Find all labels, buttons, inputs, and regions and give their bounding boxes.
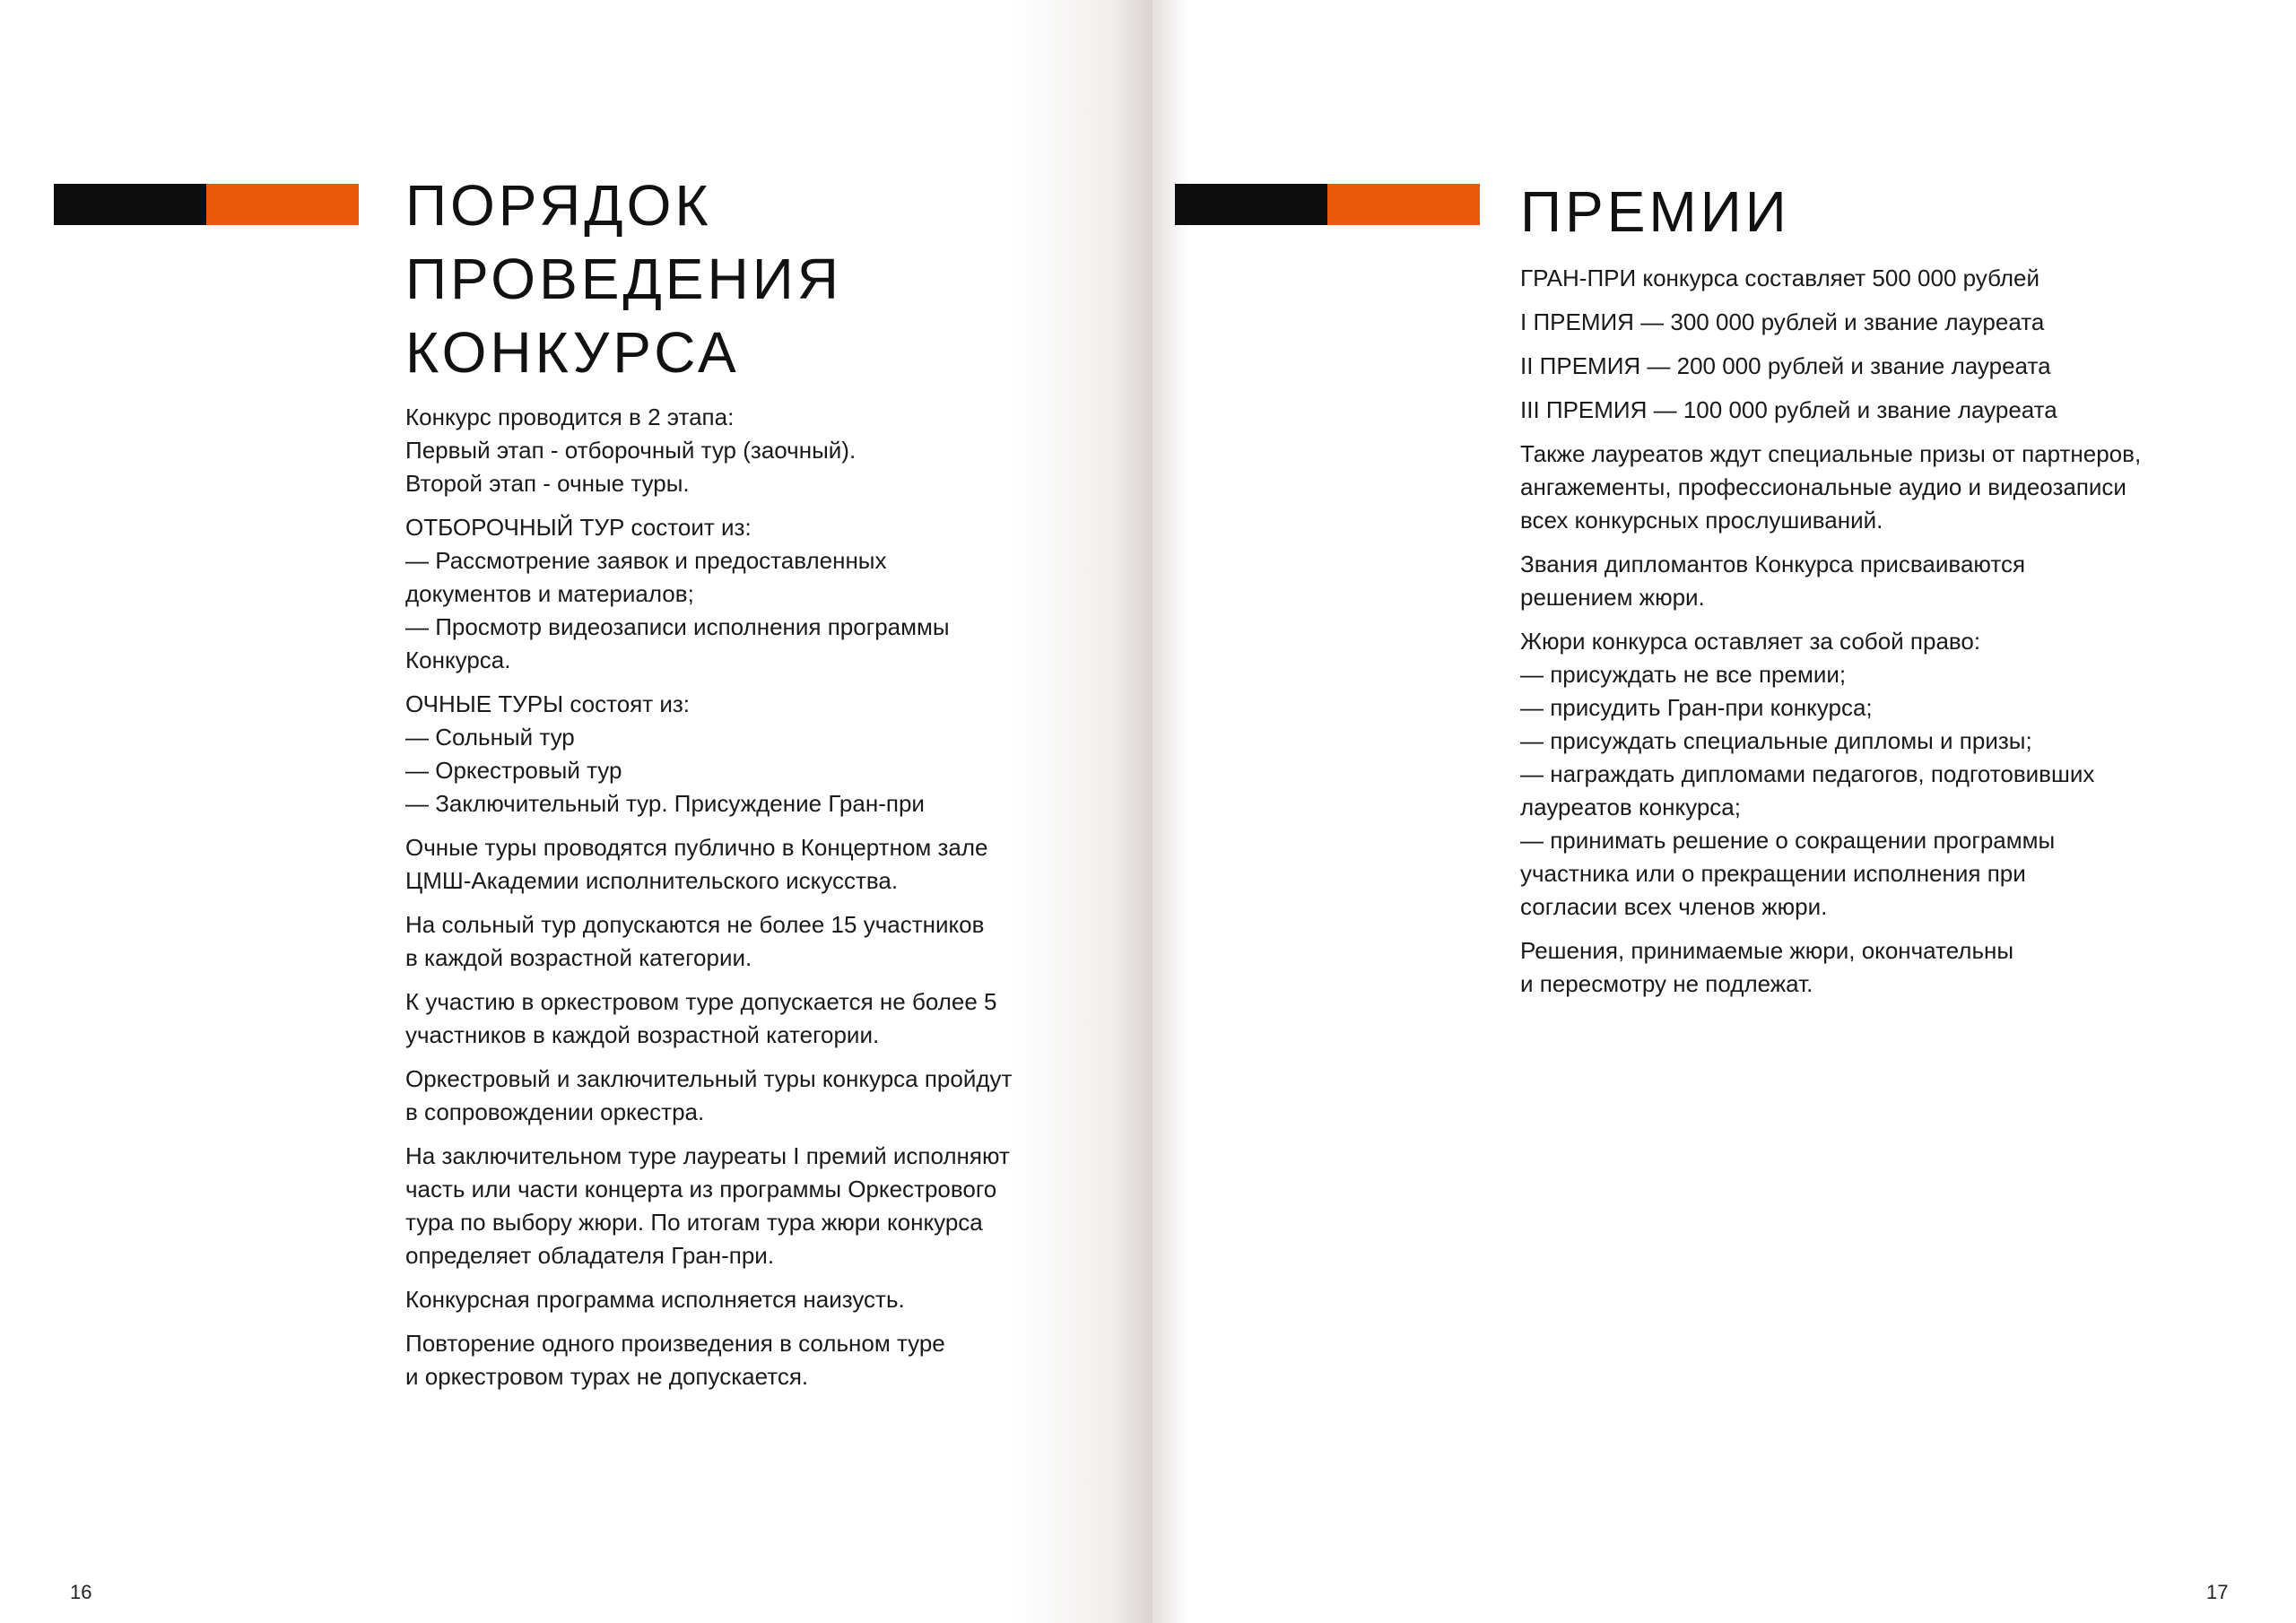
text-line: часть или части концерта из программы Оркестрового — [405, 1176, 997, 1202]
text-line: — присудить Гран-при конкурса; — [1520, 694, 1873, 721]
text-line: ЦМШ-Академии исполнительского искусства. — [405, 867, 899, 894]
body-text — [405, 401, 1087, 1404]
accent-orange-block — [1327, 184, 1480, 225]
accent-bar — [1175, 184, 1480, 225]
right-page — [1152, 0, 2296, 1623]
text-line: I ПРЕМИЯ — 300 000 рублей и звание лауреата — [1520, 308, 2045, 335]
text-line: всех конкурсных прослушиваний. — [1520, 507, 1883, 534]
text-line: Конкурса. — [405, 647, 511, 673]
text-line: Также лауреатов ждут специальные призы от партнеров, — [1520, 440, 2142, 467]
heading-line: ПРЕМИИ — [1520, 179, 1790, 244]
paragraph — [1520, 548, 2220, 614]
text-line: Решения, принимаемые жюри, окончательны — [1520, 937, 2014, 964]
paragraph — [1520, 438, 2220, 537]
text-line: — Рассмотрение заявок и предоставленных — [405, 547, 887, 574]
accent-black-block — [54, 184, 206, 225]
text-line: — Оркестровый тур — [405, 757, 622, 784]
page-number: 17 — [2206, 1581, 2229, 1603]
paragraph — [405, 688, 1087, 820]
text-line: ГРАН-ПРИ конкурса составляет 500 000 рублей — [1520, 265, 2039, 291]
text-line: Оркестровый и заключительный туры конкурса пройдут — [405, 1065, 1013, 1092]
text-line: ОЧНЫЕ ТУРЫ состоят из: — [405, 690, 691, 717]
paragraph — [1520, 934, 2220, 1001]
heading-line: ПРОВЕДЕНИЯ — [405, 247, 842, 311]
accent-orange-block — [206, 184, 359, 225]
text-line: в каждой возрастной категории. — [405, 944, 752, 971]
paragraph — [405, 1063, 1087, 1129]
text-line: участников в каждой возрастной категории. — [405, 1021, 880, 1048]
paragraph — [405, 511, 1087, 677]
text-line: — Заключительный тур. Присуждение Гран-при — [405, 790, 925, 817]
text-line: ангажементы, профессиональные аудио и видеозаписи — [1520, 473, 2126, 500]
text-line: Повторение одного произведения в сольном туре — [405, 1330, 945, 1357]
paragraph — [405, 831, 1087, 898]
paragraph — [1520, 262, 2220, 295]
text-line: согласии всех членов жюри. — [1520, 893, 1828, 920]
text-line: II ПРЕМИЯ — 200 000 рублей и звание лауреата — [1520, 352, 2051, 379]
section-heading — [405, 169, 1033, 389]
paragraph — [405, 1140, 1087, 1272]
text-line: — присуждать не все премии; — [1520, 661, 1847, 688]
paragraph — [405, 1327, 1087, 1393]
page-number: 16 — [70, 1581, 92, 1603]
accent-black-block — [1175, 184, 1327, 225]
text-line: и пересмотру не подлежат. — [1520, 970, 1813, 997]
text-line: — Сольный тур — [405, 724, 575, 751]
text-line: определяет обладателя Гран-при. — [405, 1242, 775, 1269]
text-line: Жюри конкурса оставляет за собой право: — [1520, 628, 1981, 655]
text-line: Звания дипломантов Конкурса присваиваются — [1520, 551, 2026, 577]
text-line: решением жюри. — [1520, 584, 1705, 611]
text-line: и оркестровом турах не допускается. — [405, 1363, 809, 1390]
accent-bar — [54, 184, 359, 225]
text-line: — принимать решение о сокращении программы — [1520, 827, 2056, 854]
text-line: в сопровождении оркестра. — [405, 1098, 705, 1125]
text-line: участника или о прекращении исполнения при — [1520, 860, 2026, 887]
text-line: Очные туры проводятся публично в Концертном зале — [405, 834, 988, 861]
section-heading — [1520, 175, 2148, 248]
text-line: документов и материалов; — [405, 580, 694, 607]
text-line: Конкурс проводится в 2 этапа: — [405, 404, 735, 430]
paragraph — [1520, 350, 2220, 383]
text-line: На заключительном туре лауреаты I премий исполняют — [405, 1142, 1010, 1169]
paragraph — [1520, 394, 2220, 427]
text-line: — награждать дипломами педагогов, подготовивших — [1520, 760, 2095, 787]
text-line: — присуждать специальные дипломы и призы; — [1520, 727, 2032, 754]
paragraph — [1520, 625, 2220, 924]
paragraph — [405, 985, 1087, 1052]
heading-line: ПОРЯДОК — [405, 173, 712, 238]
text-line: тура по выбору жюри. По итогам тура жюри конкурса — [405, 1209, 983, 1236]
text-line: лауреатов конкурса; — [1520, 794, 1741, 820]
text-line: Конкурсная программа исполняется наизусть. — [405, 1286, 905, 1313]
gutter-shadow — [1152, 0, 1188, 1623]
paragraph — [405, 1283, 1087, 1316]
paragraph — [405, 401, 1087, 500]
text-line: — Просмотр видеозаписи исполнения программы — [405, 613, 950, 640]
body-text — [1520, 262, 2220, 1011]
text-line: ОТБОРОЧНЫЙ ТУР состоит из: — [405, 514, 752, 541]
paragraph — [1520, 306, 2220, 339]
text-line: Первый этап - отборочный тур (заочный). — [405, 437, 857, 464]
text-line: К участию в оркестровом туре допускается не более 5 — [405, 988, 997, 1015]
text-line: III ПРЕМИЯ — 100 000 рублей и звание лауреата — [1520, 396, 2057, 423]
heading-line: КОНКУРСА — [405, 320, 740, 385]
text-line: На сольный тур допускаются не более 15 участников — [405, 911, 985, 938]
text-line: Второй этап - очные туры. — [405, 470, 690, 497]
paragraph — [405, 908, 1087, 975]
